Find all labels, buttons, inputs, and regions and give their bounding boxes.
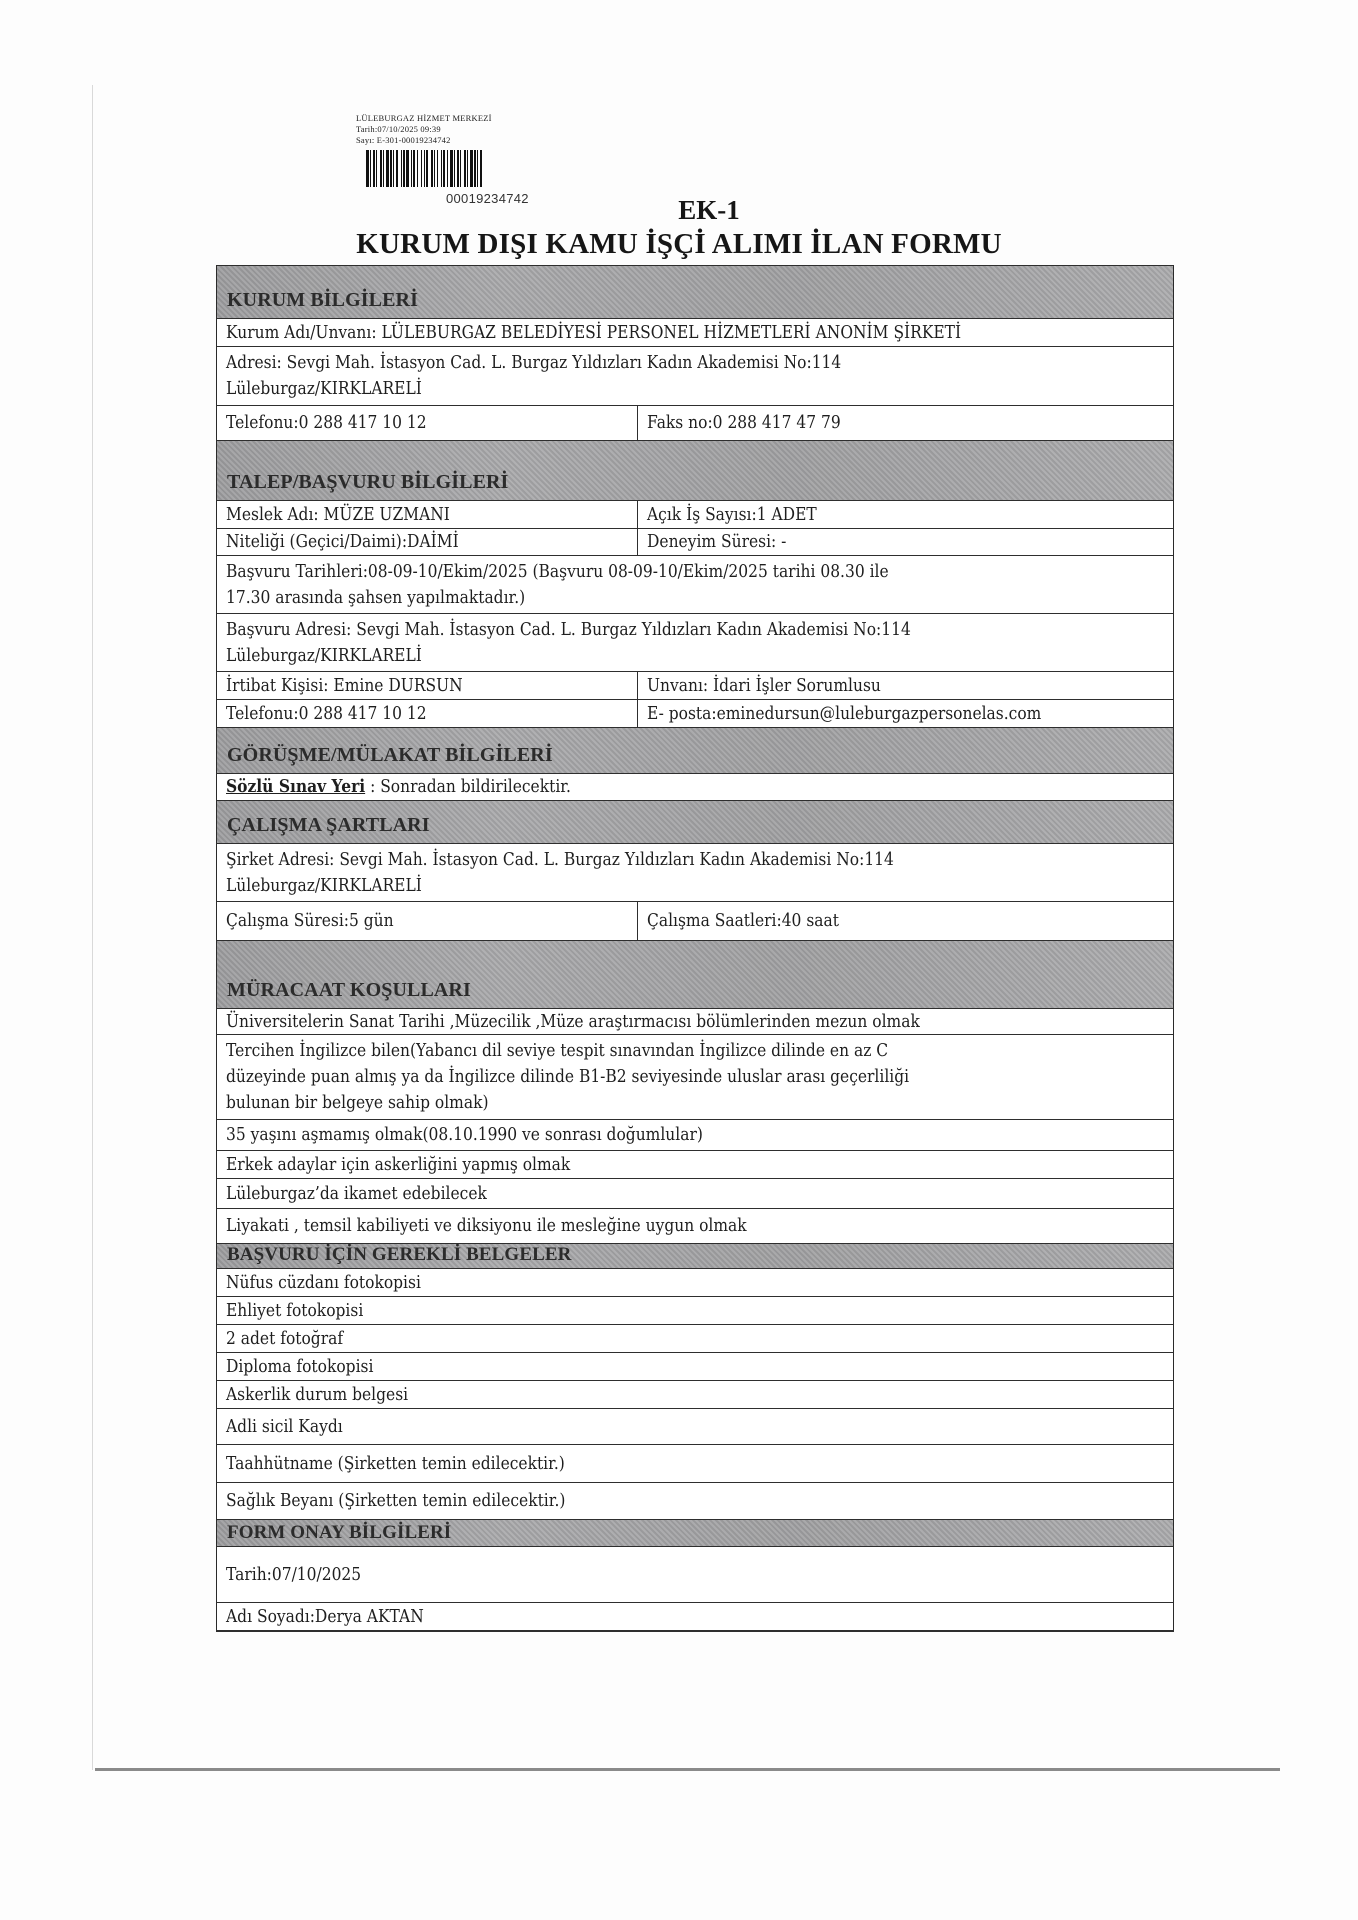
barcode-icon <box>366 150 611 187</box>
row-contact-person <box>216 671 1174 699</box>
contact-email[interactable]: E- posta:eminedursun@luleburgazpersonelas.com <box>647 702 1042 724</box>
row-approver-name <box>216 1602 1174 1630</box>
section-header-gorusme: GÖRÜŞME/MÜLAKAT BİLGİLERİ <box>216 727 1174 773</box>
institution-address-line1: Adresi: Sevgi Mah. İstasyon Cad. L. Burgaz Yıldızları Kadın Akademisi No:114 <box>226 352 842 373</box>
document-item: Diploma fotokopisi <box>216 1352 1174 1380</box>
row-institution-address <box>216 346 1174 405</box>
contact-title: Unvanı: İdari İşler Sorumlusu <box>647 674 881 696</box>
stamp-number: Sayı: E-301-00019234742 <box>356 135 451 145</box>
document-item: Askerlik durum belgesi <box>216 1380 1174 1408</box>
section-header-talep: TALEP/BAŞVURU BİLGİLERİ <box>216 440 1174 500</box>
application-address-line2: Lüleburgaz/KIRKLARELİ <box>226 644 422 666</box>
contact-phone: Telefonu:0 288 417 10 12 <box>226 702 427 724</box>
row-working-time <box>216 901 1174 940</box>
experience: Deneyim Süresi: - <box>647 531 787 552</box>
document-item: Taahhütname (Şirketten temin edilecektir.) <box>216 1444 1174 1482</box>
row-application-dates <box>216 555 1174 613</box>
condition-item: 35 yaşını aşmamış olmak(08.10.1990 ve sonrası doğumlular) <box>216 1119 1174 1150</box>
institution-name: Kurum Adı/Unvanı: LÜLEBURGAZ BELEDİYESİ PERSONEL HİZMETLERİ ANONİM ŞİRKETİ <box>226 321 962 343</box>
document-item: Nüfus cüzdanı fotokopisi <box>216 1268 1174 1296</box>
document-item: Adli sicil Kaydı <box>216 1408 1174 1444</box>
condition-item: Tercihen İngilizce bilen(Yabancı dil seviye tespit sınavından İngilizce dilinde en az C düzeyinde puan almış ya da İngilizce dilinde B1-B2 seviyesinde uluslar arası geçerliliği bulunan bir belgeye sahip olmak) <box>216 1034 1174 1119</box>
application-dates-line2: 17.30 arasında şahsen yapılmaktadır.) <box>226 586 526 608</box>
section-header-muracaat: MÜRACAAT KOŞULLARI <box>216 940 1174 1008</box>
registry-stamp <box>356 113 626 146</box>
section-header-kurum: KURUM BİLGİLERİ <box>216 265 1174 318</box>
contact-person: İrtibat Kişisi: Emine DURSUN <box>226 674 463 696</box>
scan-page-edge <box>92 85 93 1770</box>
open-positions: Açık İş Sayısı:1 ADET <box>647 503 817 525</box>
condition-item: Liyakati , temsil kabiliyeti ve diksiyonu ile mesleğine uygun olmak <box>216 1208 1174 1243</box>
oral-exam-label: Sözlü Sınav Yeri <box>226 776 366 797</box>
annex-label: EK-1 <box>678 195 740 225</box>
stamp-office: LÜLEBURGAZ HİZMET MERKEZİ <box>356 113 492 123</box>
row-application-address <box>216 613 1174 671</box>
institution-phone: Telefonu:0 288 417 10 12 <box>226 412 427 433</box>
row-nature <box>216 528 1174 555</box>
form-title: KURUM DIŞI KAMU İŞÇİ ALIMI İLAN FORMU <box>356 228 1002 260</box>
approval-date: Tarih:07/10/2025 <box>226 1563 362 1585</box>
application-dates-line1: Başvuru Tarihleri:08-09-10/Ekim/2025 (Başvuru 08-09-10/Ekim/2025 tarihi 08.30 ile <box>226 560 889 582</box>
company-address-line2: Lüleburgaz/KIRKLARELİ <box>226 874 422 896</box>
section-header-calisma: ÇALIŞMA ŞARTLARI <box>216 800 1174 843</box>
document-item: 2 adet fotoğraf <box>216 1324 1174 1352</box>
barcode-number: 00019234742 <box>446 191 529 206</box>
row-contact-info <box>216 699 1174 727</box>
oral-exam-value: : Sonradan bildirilecektir. <box>365 776 571 797</box>
document-item: Sağlık Beyanı (Şirketten temin edilecektir.) <box>216 1482 1174 1519</box>
section-header-onay: FORM ONAY BİLGİLERİ <box>216 1519 1174 1546</box>
row-company-address <box>216 843 1174 901</box>
row-oral-exam-place <box>216 773 1174 800</box>
working-days: Çalışma Süresi:5 gün <box>226 910 394 931</box>
institution-address-line2: Lüleburgaz/KIRKLARELİ <box>226 378 422 399</box>
condition-item: Lüleburgaz’da ikamet edebilecek <box>216 1178 1174 1208</box>
stamp-date: Tarih:07/10/2025 09:39 <box>356 124 441 134</box>
scan-page-bottom-edge <box>95 1768 1280 1771</box>
section-header-belgeler: BAŞVURU İÇİN GEREKLİ BELGELER <box>216 1243 1174 1268</box>
row-institution-name <box>216 318 1174 346</box>
institution-fax: Faks no:0 288 417 47 79 <box>647 412 841 433</box>
condition-item: Erkek adaylar için askerliğini yapmış olmak <box>216 1150 1174 1178</box>
approver-name: Adı Soyadı:Derya AKTAN <box>226 1605 424 1627</box>
row-institution-contact <box>216 405 1174 440</box>
application-address-line1: Başvuru Adresi: Sevgi Mah. İstasyon Cad. L. Burgaz Yıldızları Kadın Akademisi No:114 <box>226 618 911 640</box>
job-nature: Niteliği (Geçici/Daimi):DAİMİ <box>226 531 459 552</box>
document-item: Ehliyet fotokopisi <box>216 1296 1174 1324</box>
row-approval-date <box>216 1546 1174 1602</box>
row-occupation <box>216 500 1174 528</box>
working-hours: Çalışma Saatleri:40 saat <box>647 910 839 931</box>
table-bottom-border <box>216 1630 1174 1632</box>
occupation: Meslek Adı: MÜZE UZMANI <box>226 503 450 525</box>
company-address-line1: Şirket Adresi: Sevgi Mah. İstasyon Cad. L. Burgaz Yıldızları Kadın Akademisi No:114 <box>226 848 894 870</box>
condition-item: Üniversitelerin Sanat Tarihi ,Müzecilik ,Müze araştırmacısı bölümlerinden mezun olmak <box>216 1008 1174 1034</box>
